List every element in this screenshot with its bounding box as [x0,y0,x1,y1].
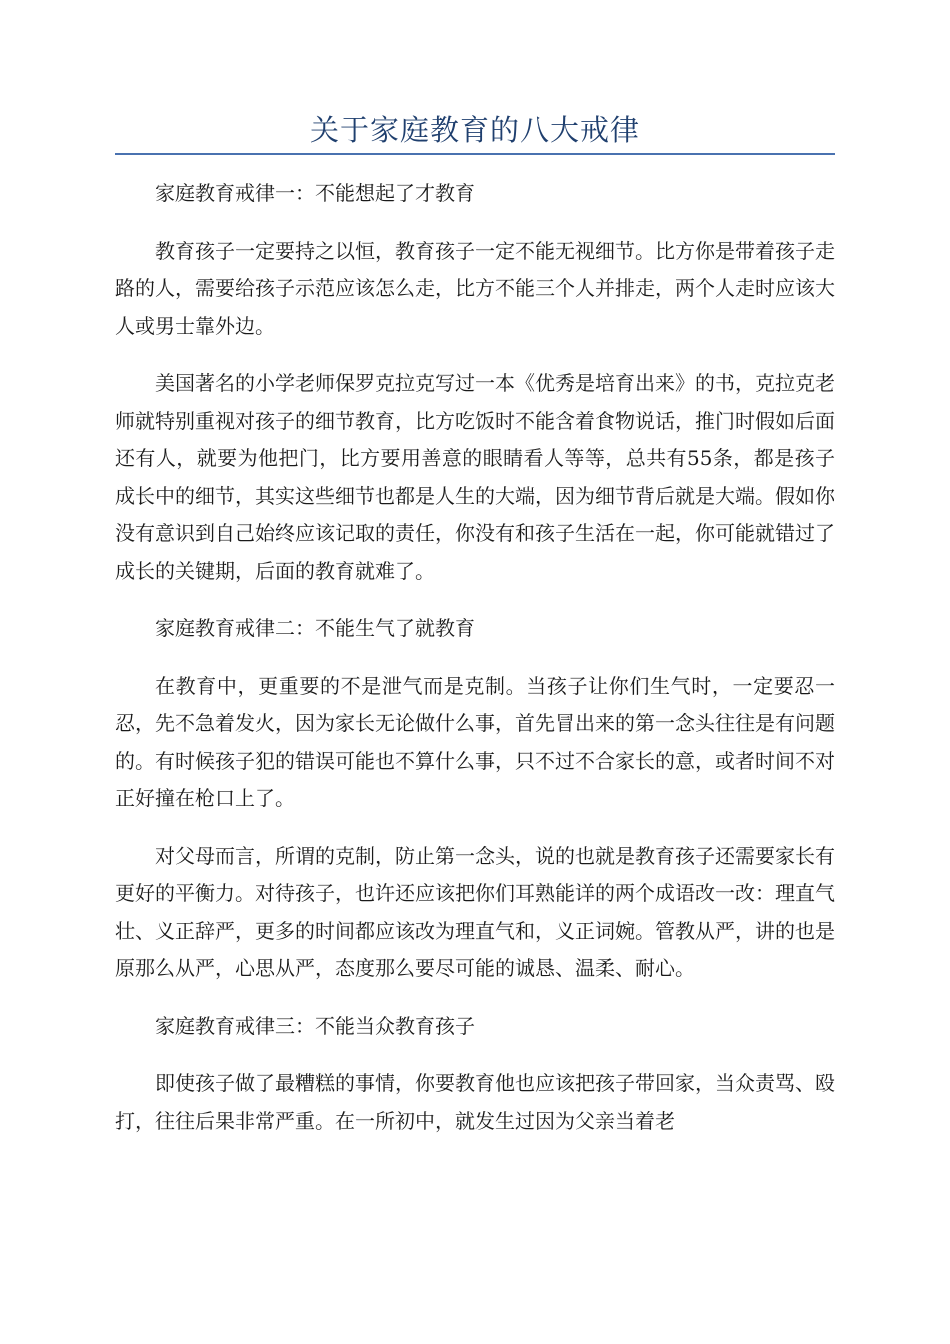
paragraph: 对父母而言，所谓的克制，防止第一念头，说的也就是教育孩子还需要家长有更好的平衡力。对待孩子，也许还应该把你们耳熟能详的两个成语改一改：理直气壮、义正辞严，更多的时间都应该改为理直气和，义正词婉。管教从严，讲的也是原那么从严，心思从严，态度那么要尽可能的诚恳、温柔、耐心。 [115,843,835,980]
document-title: 关于家庭教育的八大戒律 [309,113,640,147]
paragraph: 美国著名的小学老师保罗克拉克写过一本《优秀是培育出来》的书，克拉克老师就特别重视对孩子的细节教育，比方吃饭时不能含着食物说话，推门时假如后面还有人，就要为他把门，比方要用善意的眼睛看人等等，总共有55条，都是孩子成长中的细节，其实这些细节也都是人生的大端，因为细节背后就是大端。假如你没有意识到自己始终应该记取的责任，你没有和孩子生活在一起，你可能就错过了成长的关键期，后面的教育就难了。 [115,371,835,583]
title-block [115,108,835,152]
section-heading-1: 家庭教育戒律一：不能想起了才教育 [155,181,475,205]
paragraph: 即使孩子做了最糟糕的事情，你要教育他也应该把孩子带回家，当众责骂、殴打，往往后果非常严重。在一所初中，就发生过因为父亲当着老 [115,1071,835,1133]
document-body [115,175,835,1160]
paragraph: 在教育中，更重要的不是泄气而是克制。当孩子让你们生气时，一定要忍一忍，先不急着发火，因为家长无论做什么事，首先冒出来的第一念头往往是有问题的。有时候孩子犯的错误可能也不算什么事，只不过不合家长的意，或者时间不对正好撞在枪口上了。 [115,673,835,810]
section-heading-3: 家庭教育戒律三：不能当众教育孩子 [155,1013,475,1038]
section-heading-2: 家庭教育戒律二：不能生气了就教育 [155,616,475,640]
paragraph: 教育孩子一定要持之以恒，教育孩子一定不能无视细节。比方你是带着孩子走路的人，需要给孩子示范应该怎么走，比方不能三个人并排走，两个人走时应该大人或男士靠外边。 [115,238,835,338]
title-underline [115,153,835,155]
